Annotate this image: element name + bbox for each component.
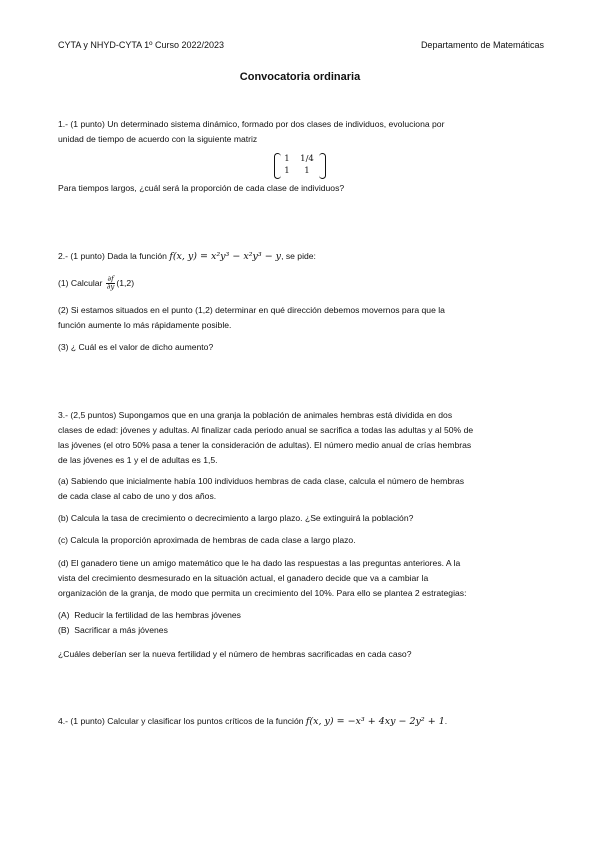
matrix-a21: 1 [284,166,290,176]
matrix-a11: 1 [284,154,290,164]
q3-strategy-a [58,608,546,622]
q3-intro-line-2: clases de edad: jóvenes y adultas. Al finalizar cada periodo anual se sacrifica a todas las adultas y al 50% de [58,425,474,435]
q3-d-line-1: (d) El ganadero tiene un amigo matemático que le ha dado las respuestas a las preguntas anteriores. A la [58,558,461,568]
matrix-a12: 1/4 [300,154,314,164]
q4-function: f(x, y) = −x³ + 4xy − 2y² + 1 [305,716,445,727]
matrix-left-paren [274,153,281,179]
strategy-b-text: Sacrificar a más jóvenes [74,625,168,635]
fraction-denominator: ∂y [106,283,115,292]
q2-part1-prefix: (1) Calcular [58,278,105,288]
q4-statement [58,714,546,729]
fraction-numerator: ∂f [107,275,114,284]
strategy-b-label: (B) [58,625,70,635]
header-department: Departamento de Matemáticas [420,40,544,50]
q4-prefix: 4.- (1 punto) Calcular y clasificar los puntos críticos de la función [58,716,306,726]
q2-intro-prefix: 2.- (1 punto) Dada la función [58,251,170,261]
q1-matrix [274,153,326,179]
q1-line-2: unidad de tiempo de acuerdo con la siguiente matriz [58,134,258,144]
matrix-right-paren [319,153,326,179]
q3-question: ¿Cuáles deberían ser la nueva fertilidad y el número de hembras sacrificadas en cada caso? [58,649,412,659]
q3-intro-line-1: 3.- (2,5 puntos) Supongamos que en una granja la población de animales hembras está dividida en dos [58,410,453,420]
page-title: Convocatoria ordinaria [239,71,361,83]
q2-part1-point: (1,2) [116,278,135,288]
q2-part-1 [58,276,546,291]
strategy-a-text: Reducir la fertilidad de las hembras jóvenes [74,610,241,620]
q2-intro [58,249,546,264]
q1-question: Para tiempos largos, ¿cuál será la proporción de cada clase de individuos? [58,183,345,193]
q3-strategy-b [58,623,546,637]
partial-derivative-fraction [106,276,116,291]
matrix-a22: 1 [304,166,310,176]
q3-c: (c) Calcula la proporción aproximada de hembras de cada clase a largo plazo. [58,535,356,545]
q3-intro-line-3: las jóvenes (el otro 50% pasa a tener la consideración de adultas). El número medio anual de crías hembras [58,440,472,450]
strategy-a-label: (A) [58,610,70,620]
q4-suffix: . [444,716,448,726]
q3-intro-line-4: de las jóvenes es 1 y el de adultas es 1,5. [58,455,218,465]
q3-a-line-1: (a) Sabiendo que inicialmente había 100 individuos hembras de cada clase, calcula el número de hembras [58,476,465,486]
q3-a-line-2: de cada clase al cabo de uno y dos años. [58,491,217,501]
q3-d-line-2: vista del crecimiento desmesurado en la situación actual, el ganadero decide que va a cambiar la [58,573,429,583]
q1-line-1: 1.- (1 punto) Un determinado sistema dinámico, formado por dos clases de individuos, evoluciona por [58,119,445,129]
q2-part-3: (3) ¿ Cuál es el valor de dicho aumento? [58,342,214,352]
q2-part-2-line-1: (2) Si estamos situados en el punto (1,2) determinar en qué dirección debemos movernos para que la [58,305,445,315]
q3-d-line-3: organización de la granja, de modo que permita un crecimiento del 10%. Para ello se plantea 2 estrategias: [58,588,467,598]
q3-b: (b) Calcula la tasa de crecimiento o decrecimiento a largo plazo. ¿Se extinguirá la población? [58,513,414,523]
q2-intro-suffix: , se pide: [281,251,316,261]
q2-function: f(x, y) = x²y³ − x²y³ − y [169,251,282,262]
q2-part-2-line-2: función aumente lo más rápidamente posible. [58,320,232,330]
header-course: CYTA y NHYD-CYTA 1º Curso 2022/2023 [58,40,225,50]
